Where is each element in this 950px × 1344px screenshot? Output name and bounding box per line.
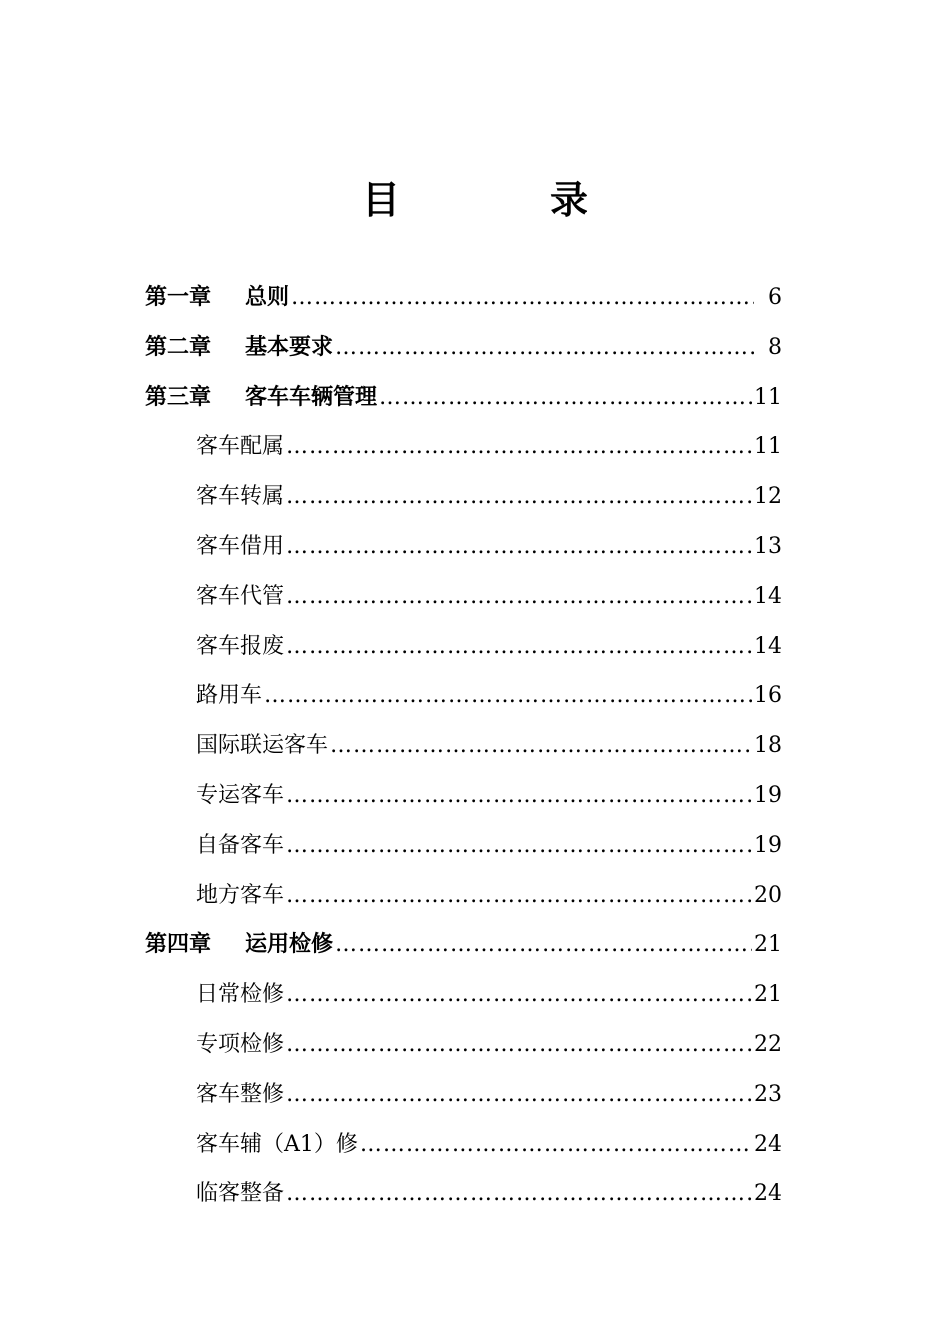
chapter-number: 第一章: [145, 285, 212, 310]
dot-leader: [335, 323, 754, 373]
dot-leader: [286, 472, 752, 522]
toc-section-row[interactable]: [145, 622, 782, 672]
toc-page-number: 13: [754, 533, 782, 559]
toc-entry-title: 路用车: [196, 683, 263, 709]
toc-entry-text: [145, 273, 289, 323]
toc-section-row[interactable]: [145, 970, 782, 1020]
toc-page-number: 11: [754, 384, 782, 410]
toc-page-number: 14: [754, 583, 782, 609]
toc-entry-text: [196, 970, 284, 1020]
chapter-number: 第二章: [145, 334, 212, 360]
page-title: [0, 172, 950, 228]
toc-chapter-row[interactable]: [145, 920, 782, 970]
title-char-1: 目: [361, 178, 400, 222]
dot-leader: [286, 1169, 752, 1219]
toc-section-row[interactable]: [145, 1120, 782, 1170]
toc-entry-text: [196, 871, 284, 921]
dot-leader: [286, 422, 752, 472]
toc-entry-title: 客车代管: [196, 583, 285, 609]
toc-page-number: 24: [754, 1181, 782, 1207]
toc-page-number: 21: [754, 982, 782, 1008]
toc-section-row[interactable]: [145, 522, 782, 572]
toc-entry-title: 基本要求: [245, 334, 334, 360]
toc-section-row[interactable]: [145, 1070, 782, 1120]
toc-entry-title: 客车借用: [196, 533, 285, 559]
chapter-number: 第三章: [145, 384, 212, 410]
toc-entry-title: 自备客车: [196, 832, 285, 858]
toc-page-number: 21: [754, 932, 782, 958]
dot-leader: [286, 1020, 752, 1070]
toc-entry-text: [196, 472, 284, 522]
dot-leader: [286, 821, 752, 871]
toc-entry-title: 临客整备: [196, 1181, 285, 1207]
dot-leader: [286, 1070, 752, 1120]
toc-section-row[interactable]: [145, 771, 782, 821]
toc-entry-title: 客车车辆管理: [245, 384, 378, 410]
toc-page-number: 8: [768, 334, 782, 360]
dot-leader: [286, 622, 752, 672]
dot-leader: [286, 522, 752, 572]
toc-page-number: 24: [754, 1131, 782, 1157]
toc-page-number: 16: [754, 683, 782, 709]
table-of-contents: [145, 273, 782, 1219]
toc-entry-title: 专运客车: [196, 782, 285, 808]
toc-section-row[interactable]: [145, 572, 782, 622]
toc-section-row[interactable]: [145, 721, 782, 771]
toc-page-number: 11: [754, 434, 782, 460]
toc-section-row[interactable]: [145, 821, 782, 871]
toc-entry-title: 运用检修: [245, 932, 334, 958]
toc-entry-text: [196, 572, 284, 622]
toc-page-number: 18: [754, 733, 782, 759]
toc-entry-title: 日常检修: [196, 982, 285, 1008]
toc-entry-text: [196, 622, 284, 672]
toc-page-number: 14: [754, 633, 782, 659]
toc-page-number: 6: [768, 285, 782, 310]
toc-chapter-row[interactable]: [145, 373, 782, 423]
toc-section-row[interactable]: [145, 1020, 782, 1070]
dot-leader: [264, 671, 752, 721]
toc-entry-text: [145, 373, 377, 423]
toc-chapter-row[interactable]: [145, 273, 782, 323]
toc-entry-title: 总则: [245, 285, 290, 310]
toc-entry-text: [196, 721, 328, 771]
chapter-number: 第四章: [145, 932, 212, 958]
toc-entry-title: 国际联运客车: [196, 733, 329, 759]
toc-entry-title: 客车整修: [196, 1081, 285, 1107]
dot-leader: [286, 871, 752, 921]
toc-entry-text: [196, 671, 262, 721]
toc-entry-title: 地方客车: [196, 882, 285, 908]
toc-section-row[interactable]: [145, 472, 782, 522]
toc-entry-title: 客车转属: [196, 484, 285, 510]
title-char-2: 录: [550, 178, 589, 222]
toc-page-number: 19: [754, 832, 782, 858]
toc-entry-title: 专项检修: [196, 1031, 285, 1057]
toc-page-number: 12: [754, 484, 782, 510]
toc-page-number: 22: [754, 1031, 782, 1057]
dot-leader: [360, 1120, 752, 1170]
toc-section-row[interactable]: [145, 422, 782, 472]
toc-entry-text: [196, 422, 284, 472]
toc-entry-title: 客车配属: [196, 434, 285, 460]
toc-entry-text: [145, 323, 333, 373]
dot-leader: [286, 970, 752, 1020]
toc-section-row[interactable]: [145, 671, 782, 721]
toc-page-number: 20: [754, 882, 782, 908]
toc-entry-text: [196, 1120, 358, 1170]
toc-entry-title: 客车报废: [196, 633, 285, 659]
toc-entry-text: [196, 771, 284, 821]
toc-page-number: 19: [754, 782, 782, 808]
toc-section-row[interactable]: [145, 1169, 782, 1219]
dot-leader: [291, 273, 754, 323]
toc-chapter-row[interactable]: [145, 323, 782, 373]
dot-leader: [379, 373, 752, 423]
dot-leader: [286, 771, 752, 821]
toc-entry-text: [196, 1070, 284, 1120]
dot-leader: [335, 920, 752, 970]
toc-entry-text: [196, 522, 284, 572]
toc-section-row[interactable]: [145, 871, 782, 921]
toc-entry-text: [145, 920, 333, 970]
toc-page-number: 23: [754, 1081, 782, 1107]
toc-entry-text: [196, 821, 284, 871]
toc-entry-title: 客车辅（A1）修: [196, 1131, 358, 1157]
toc-entry-text: [196, 1020, 284, 1070]
dot-leader: [330, 721, 752, 771]
toc-entry-text: [196, 1169, 284, 1219]
dot-leader: [286, 572, 752, 622]
